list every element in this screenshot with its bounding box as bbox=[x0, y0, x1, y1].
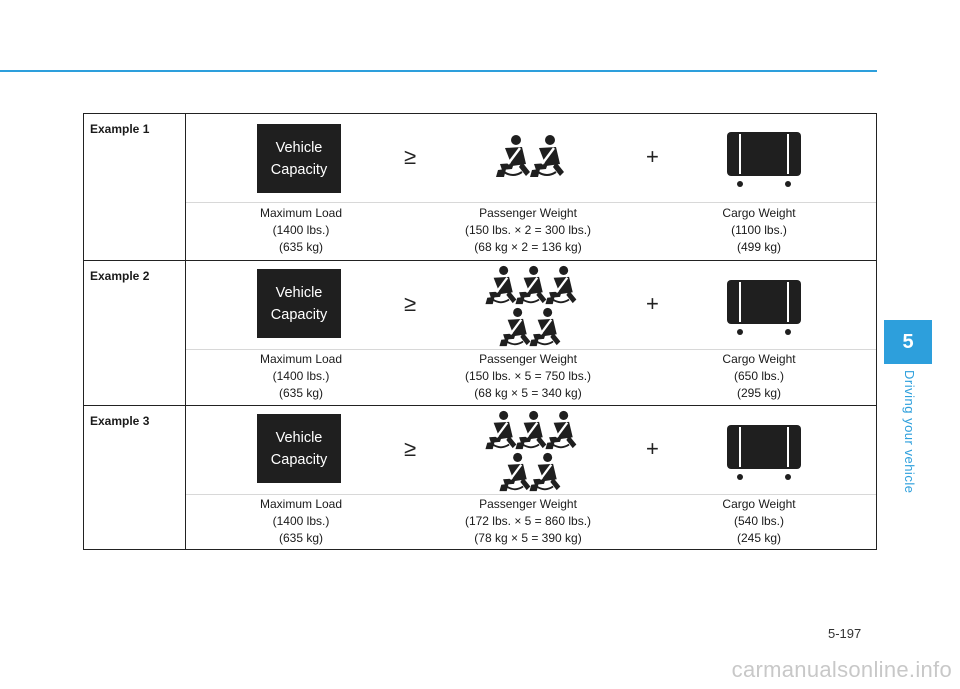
chapter-number-tab: 5 bbox=[884, 320, 932, 364]
passenger-weight-caption: Passenger Weight (172 lbs. × 5 = 860 lbs.) (78 kg × 5 = 390 kg) bbox=[464, 497, 592, 545]
vehicle-capacity-line1: Vehicle bbox=[275, 284, 323, 301]
load-examples-table bbox=[83, 113, 877, 550]
vehicle-capacity-line2: Capacity bbox=[270, 451, 328, 468]
example-row-3 bbox=[84, 406, 876, 549]
cargo-trailer-icon bbox=[726, 424, 802, 482]
passenger-seatbelt-icon bbox=[540, 410, 580, 450]
cargo-weight-caption: Cargo Weight (1100 lbs.) (499 kg) bbox=[722, 206, 796, 254]
vehicle-capacity-line2: Capacity bbox=[270, 161, 328, 178]
chapter-title: Driving your vehicle bbox=[902, 370, 917, 494]
example-row-2 bbox=[84, 261, 876, 406]
page-number: 5-197 bbox=[828, 626, 862, 641]
passenger-seatbelt-icon bbox=[540, 265, 580, 305]
cargo-trailer-icon bbox=[726, 131, 802, 189]
example-label: Example 2 bbox=[90, 269, 150, 283]
vehicle-capacity-line1: Vehicle bbox=[275, 429, 323, 446]
max-load-caption: Maximum Load (1400 lbs.) (635 kg) bbox=[259, 497, 343, 545]
max-load-caption: Maximum Load (1400 lbs.) (635 kg) bbox=[259, 352, 343, 400]
passenger-seatbelt-icon bbox=[524, 452, 564, 492]
cargo-trailer-icon bbox=[726, 279, 802, 337]
vehicle-capacity-box bbox=[257, 414, 341, 483]
example-label: Example 1 bbox=[90, 122, 150, 136]
passenger-weight-caption: Passenger Weight (150 lbs. × 5 = 750 lbs.) (68 kg × 5 = 340 kg) bbox=[464, 352, 592, 400]
plus-symbol: + bbox=[646, 291, 659, 316]
max-load-caption: Maximum Load (1400 lbs.) (635 kg) bbox=[259, 206, 343, 254]
caption-separator bbox=[186, 349, 876, 350]
header-rule bbox=[0, 70, 877, 72]
vehicle-capacity-box bbox=[257, 269, 341, 338]
greater-equal-symbol: ≥ bbox=[404, 436, 417, 461]
plus-symbol: + bbox=[646, 144, 659, 169]
column-divider bbox=[185, 406, 186, 549]
greater-equal-symbol: ≥ bbox=[404, 144, 417, 169]
example-label: Example 3 bbox=[90, 414, 150, 428]
greater-equal-symbol: ≥ bbox=[404, 291, 417, 316]
vehicle-capacity-line1: Vehicle bbox=[275, 139, 323, 156]
caption-separator bbox=[186, 202, 876, 203]
passenger-weight-caption: Passenger Weight (150 lbs. × 2 = 300 lbs.) (68 kg × 2 = 136 kg) bbox=[464, 206, 592, 254]
passenger-seatbelt-icon bbox=[526, 134, 566, 178]
vehicle-capacity-line2: Capacity bbox=[270, 306, 328, 323]
column-divider bbox=[185, 114, 186, 260]
example-row-1 bbox=[84, 114, 876, 261]
passenger-seatbelt-icon bbox=[524, 307, 564, 347]
cargo-weight-caption: Cargo Weight (540 lbs.) (245 kg) bbox=[722, 497, 796, 545]
plus-symbol: + bbox=[646, 436, 659, 461]
vehicle-capacity-box bbox=[257, 124, 341, 193]
caption-separator bbox=[186, 494, 876, 495]
column-divider bbox=[185, 261, 186, 405]
cargo-weight-caption: Cargo Weight (650 lbs.) (295 kg) bbox=[722, 352, 796, 400]
watermark: carmanualsonline.info bbox=[731, 657, 952, 682]
